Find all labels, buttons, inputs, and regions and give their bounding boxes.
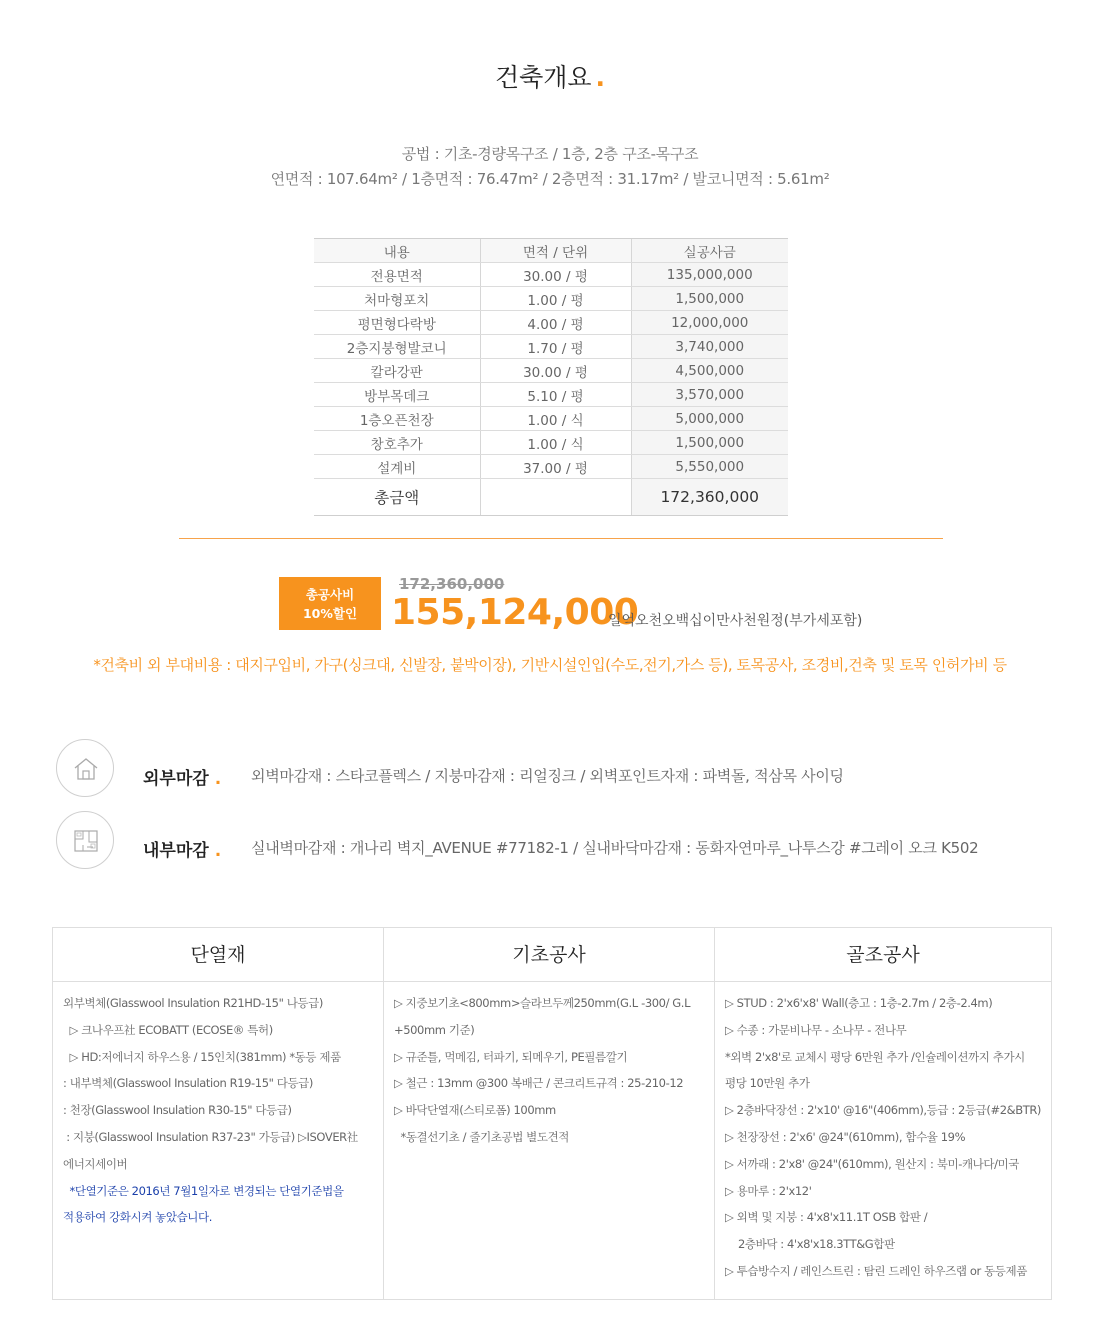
row-item: 처마형포치 <box>314 287 480 311</box>
list-item: ▷ 2층바닥장선 : 2'x10' @16"(406mm),등급 : 2등급(#2&BTR) <box>724 1103 1041 1118</box>
specs-line-method: 공법 : 기초-경량목구조 / 1층, 2층 구조-목구조 <box>401 145 699 163</box>
list-item: 외부벽체(Glasswool Insulation R21HD-15" 나등급) <box>63 996 323 1010</box>
list-item: *외벽 2'x8'로 교체시 평당 6만원 추가 /인슐레이션까지 추가시 <box>724 1049 1025 1064</box>
insulation-column <box>53 928 383 1299</box>
table-row <box>314 311 788 335</box>
page-title <box>0 58 1100 94</box>
list-item: ▷ 서까래 : 2'x8' @24"(610mm), 원산지 : 북미-캐나다/미국 <box>724 1156 1019 1171</box>
list-item: 2층바닥 : 4'x8'x18.3TT&G합판 <box>724 1237 895 1252</box>
total-label: 총금액 <box>314 479 480 516</box>
row-cost: 135,000,000 <box>631 263 788 287</box>
row-item: 1층오픈천장 <box>314 407 480 431</box>
list-item: ▷ HD:저에너지 하우스용 / 15인치(381mm) *동등 제품 <box>63 1049 341 1064</box>
list-item: : 지붕(Glasswool Insulation R37-23" 가등급) ▷ISOVER社 <box>63 1129 358 1144</box>
list-item: ▷ 규준틀, 먹메김, 터파기, 되메우기, PE필름깔기 <box>393 1049 628 1064</box>
row-area: 4.00 / 평 <box>480 311 631 335</box>
table-row <box>314 335 788 359</box>
row-item: 창호추가 <box>314 431 480 455</box>
row-item: 2층지붕형발코니 <box>314 335 480 359</box>
row-cost: 3,570,000 <box>631 383 788 407</box>
floorplan-icon <box>56 811 114 869</box>
list-item: : 내부벽체(Glasswool Insulation R19-15" 다등급) <box>63 1076 313 1091</box>
table-row <box>314 431 788 455</box>
row-area: 1.00 / 식 <box>480 431 631 455</box>
insulation-note: *단열기준은 2016년 7월1일자로 변경되는 단열기준법을 <box>63 1183 344 1198</box>
row-item: 설계비 <box>314 455 480 479</box>
table-row <box>314 263 788 287</box>
title-dot: . <box>595 63 606 92</box>
building-specs <box>0 142 1100 192</box>
list-item: 에너지세이버 <box>63 1156 128 1171</box>
column-title: 단열재 <box>53 928 383 982</box>
cost-table-header <box>314 239 788 263</box>
exterior-finish-label <box>143 764 221 789</box>
interior-label-text: 내부마감 <box>143 841 209 861</box>
extra-cost-note: *건축비 외 부대비용 : 대지구입비, 가구(싱크대, 신발장, 붙박이장), 기반시설인입(수도,전기,가스 등), 토목공사, 조경비,건축 및 토목 인허가비 등 <box>93 656 1007 674</box>
header-area-unit: 면적 / 단위 <box>480 239 631 263</box>
house-icon <box>56 739 114 797</box>
row-cost: 5,000,000 <box>631 407 788 431</box>
row-area: 37.00 / 평 <box>480 455 631 479</box>
specs-line-area: 연면적 : 107.64m² / 1층면적 : 76.47m² / 2층면적 : 31.17m² / 발코니면적 : 5.61m² <box>270 170 830 188</box>
list-item: *동결선기초 / 줄기초공법 별도견적 <box>393 1129 570 1144</box>
badge-line-2: 10%할인 <box>302 606 358 621</box>
column-body <box>384 982 714 1151</box>
table-total-row <box>314 479 788 516</box>
row-area: 30.00 / 평 <box>480 359 631 383</box>
row-cost: 3,740,000 <box>631 335 788 359</box>
foundation-column <box>383 928 714 1299</box>
list-item: ▷ 철근 : 13mm @300 복배근 / 콘크리트규격 : 25-210-12 <box>393 1076 684 1091</box>
cost-table <box>314 238 788 516</box>
table-row <box>314 455 788 479</box>
list-item: ▷ 투습방수지 / 레인스트린 : 탐린 드레인 하우즈랩 or 동등제품 <box>724 1263 1027 1278</box>
divider <box>179 538 943 539</box>
label-dot: . <box>214 769 222 789</box>
header-cost: 실공사금 <box>631 239 788 263</box>
row-area: 1.70 / 평 <box>480 335 631 359</box>
construction-detail-grid <box>52 927 1052 1300</box>
exterior-label-text: 외부마감 <box>143 769 209 789</box>
table-row <box>314 383 788 407</box>
framing-column <box>714 928 1051 1299</box>
row-cost: 5,550,000 <box>631 455 788 479</box>
row-item: 평면형다락방 <box>314 311 480 335</box>
list-item: : 천장(Glasswool Insulation R30-15" 다등급) <box>63 1103 292 1118</box>
row-area: 1.00 / 식 <box>480 407 631 431</box>
column-body <box>715 982 1051 1285</box>
interior-finish-label <box>143 836 221 861</box>
row-cost: 12,000,000 <box>631 311 788 335</box>
list-item: ▷ 바닥단열재(스티로폼) 100mm <box>393 1103 556 1118</box>
row-item: 전용면적 <box>314 263 480 287</box>
list-item: ▷ 크나우프社 ECOBATT (ECOSE® 특허) <box>63 1022 273 1037</box>
column-body <box>53 982 383 1231</box>
row-area: 5.10 / 평 <box>480 383 631 407</box>
column-title: 기초공사 <box>384 928 714 982</box>
discount-badge <box>279 577 381 630</box>
old-price: 172,360,000 <box>399 575 505 593</box>
total-value: 172,360,000 <box>631 479 788 516</box>
table-row <box>314 359 788 383</box>
row-item: 칼라강판 <box>314 359 480 383</box>
list-item: ▷ 천장장선 : 2'x6' @24"(610mm), 함수율 19% <box>724 1129 966 1144</box>
discounted-price: 155,124,000 <box>391 592 639 633</box>
row-area: 1.00 / 평 <box>480 287 631 311</box>
list-item: ▷ 용마루 : 2'x12' <box>724 1183 812 1198</box>
column-title: 골조공사 <box>715 928 1051 982</box>
list-item: ▷ 지중보기초<800mm>슬라브두께250mm(G.L -300/ G.L <box>393 996 691 1010</box>
interior-finish-text: 실내벽마감재 : 개나리 벽지_AVENUE #77182-1 / 실내바닥마감재 : 동화자연마루_나투스강 #그레이 오크 K502 <box>251 839 979 857</box>
total-empty <box>480 479 631 516</box>
badge-line-1: 총공사비 <box>305 587 355 602</box>
row-item: 방부목데크 <box>314 383 480 407</box>
row-cost: 4,500,000 <box>631 359 788 383</box>
list-item: ▷ 외벽 및 지붕 : 4'x8'x11.1T OSB 합판 / <box>724 1210 928 1225</box>
list-item: ▷ 수종 : 가문비나무 - 소나무 - 전나무 <box>724 1022 907 1037</box>
label-dot: . <box>214 841 222 861</box>
header-item: 내용 <box>314 239 480 263</box>
table-row <box>314 287 788 311</box>
row-cost: 1,500,000 <box>631 287 788 311</box>
title-text: 건축개요 <box>494 63 592 92</box>
insulation-note: 적용하여 강화시켜 놓았습니다. <box>63 1210 212 1225</box>
row-area: 30.00 / 평 <box>480 263 631 287</box>
table-row <box>314 407 788 431</box>
price-in-words: 일억오천오백십이만사천원정(부가세포함) <box>608 613 863 629</box>
list-item: +500mm 기준) <box>393 1022 475 1037</box>
exterior-finish-text: 외벽마감재 : 스타코플렉스 / 지붕마감재 : 리얼징크 / 외벽포인트자재 : 파벽돌, 적삼목 사이딩 <box>251 767 844 785</box>
list-item: 평당 10만원 추가 <box>724 1076 810 1091</box>
row-cost: 1,500,000 <box>631 431 788 455</box>
list-item: ▷ STUD : 2'x6'x8' Wall(층고 : 1층-2.7m / 2층-2.4m) <box>724 996 993 1010</box>
